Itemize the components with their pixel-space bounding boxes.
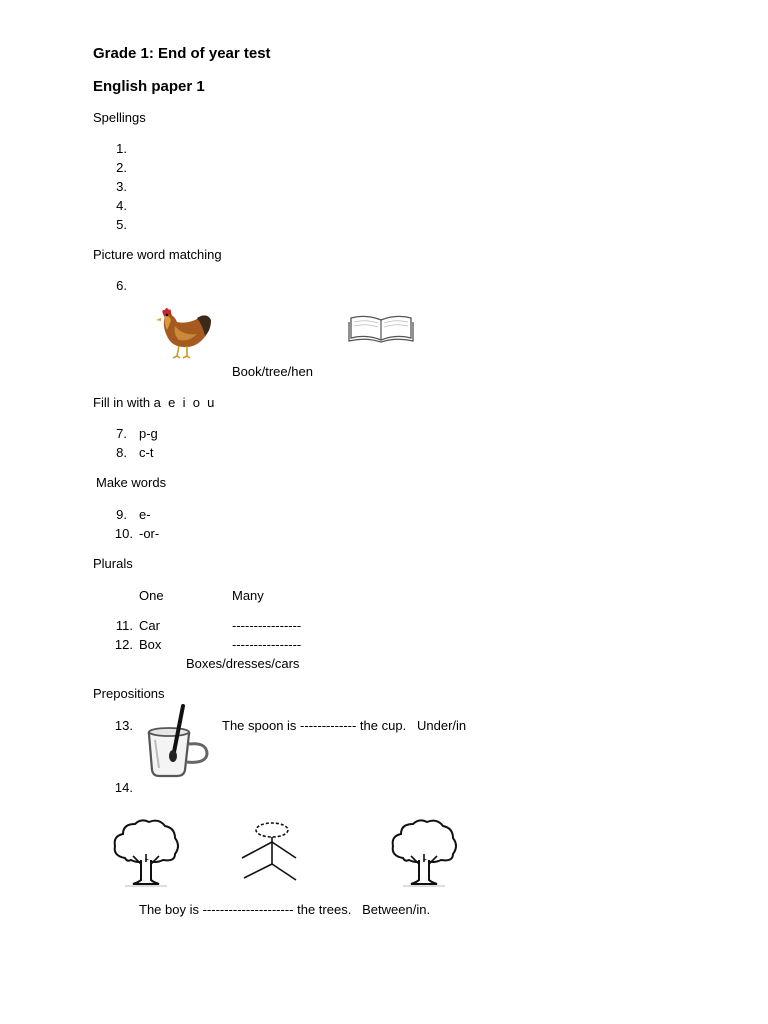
picture-matching-heading: Picture word matching — [93, 247, 222, 262]
question-number: 7. — [116, 426, 127, 441]
spelling-number: 3. — [116, 179, 127, 194]
spelling-number: 5. — [116, 217, 127, 232]
q14-sentence: The boy is --------------------- the trees. Between/in. — [139, 902, 431, 917]
paper-title: English paper 1 — [93, 78, 205, 95]
question-number: 11. — [115, 618, 133, 633]
plural-word: Car — [139, 618, 160, 633]
hen-picture — [153, 306, 213, 360]
question-number: 12. — [114, 637, 133, 652]
spelling-number: 2. — [116, 160, 127, 175]
fill-in-heading: Fill in with a e i o u — [93, 395, 215, 410]
stick-boy-picture — [234, 820, 302, 886]
tree-picture — [389, 818, 459, 888]
spelling-number: 4. — [116, 198, 127, 213]
plural-options: Boxes/dresses/cars — [186, 656, 300, 671]
test-title: Grade 1: End of year test — [93, 45, 271, 62]
spellings-heading: Spellings — [93, 110, 146, 125]
question-number: 10. — [114, 526, 133, 541]
fill-in-word: c-t — [139, 445, 154, 460]
answer-blank: ---------------- — [232, 618, 302, 633]
question-number: 13. — [114, 718, 133, 733]
make-word-prompt: -or- — [139, 526, 160, 541]
spelling-number: 1. — [116, 141, 127, 156]
make-word-prompt: e- — [139, 507, 151, 522]
tree-picture — [111, 818, 181, 888]
matching-options: Book/tree/hen — [232, 364, 313, 379]
answer-blank: ---------------- — [232, 637, 302, 652]
make-words-heading: Make words — [96, 475, 167, 490]
column-header-one: One — [139, 588, 164, 603]
question-number: 6. — [116, 278, 127, 293]
q13-sentence: The spoon is ------------- the cup. Under/in — [222, 718, 467, 733]
column-header-many: Many — [232, 588, 264, 603]
question-number: 9. — [116, 507, 127, 522]
prepositions-heading: Prepositions — [93, 686, 165, 701]
question-number: 14. — [114, 780, 133, 795]
plurals-heading: Plurals — [93, 556, 133, 571]
cup-with-spoon-picture — [143, 704, 211, 780]
question-number: 8. — [116, 445, 127, 460]
plural-word: Box — [139, 637, 162, 652]
fill-in-word: p-g — [139, 426, 158, 441]
book-picture — [348, 314, 414, 344]
